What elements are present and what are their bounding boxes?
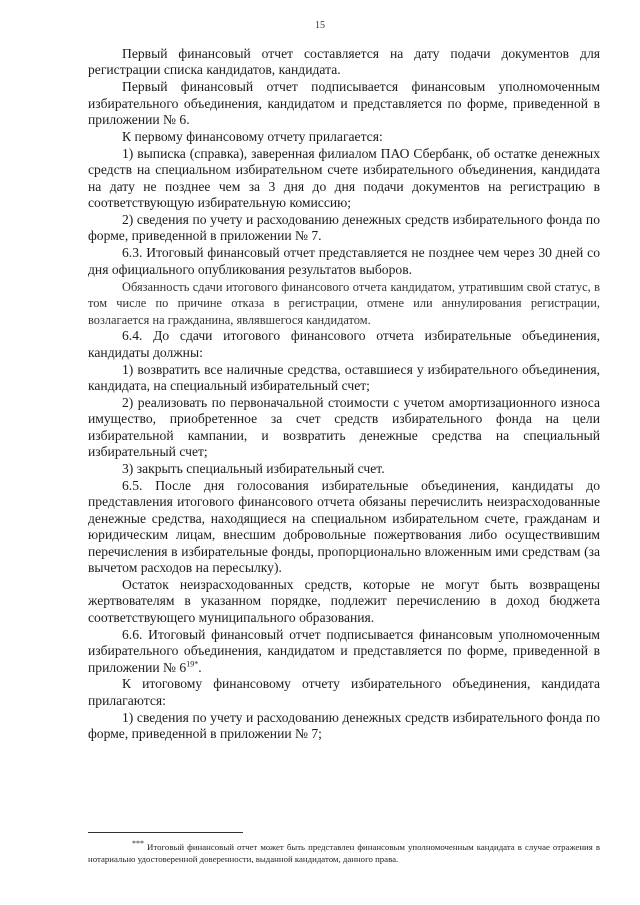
paragraph: [88, 328, 600, 361]
paragraph-text: Остаток неизрасходованных средств, которые не могут быть возвращены жертвователям в указанном порядке, подлежит перечислению в доход бюджета соответствующего муниципального образования.: [88, 577, 600, 625]
footnote-mark: ***: [132, 839, 144, 849]
paragraph: [88, 212, 600, 245]
paragraph-text: 3) закрыть специальный избирательный счет.: [122, 461, 385, 477]
paragraph: [88, 627, 600, 676]
paragraph-text: 6.6. Итоговый финансовый отчет подписывается финансовым уполномоченным избирательного объединения, кандидатом и представляется по форме, приведенной в приложении № 6: [88, 626, 600, 675]
paragraph: [88, 461, 600, 477]
paragraph: [88, 676, 600, 709]
footnote-separator: [88, 832, 243, 833]
paragraph: [88, 129, 600, 145]
paragraph-text: Первый финансовый отчет составляется на дату подачи документов для регистрации списка кандидатов, кандидата.: [88, 46, 600, 78]
paragraph: [88, 46, 600, 79]
paragraph-tail: .: [198, 659, 202, 675]
paragraph: [88, 146, 600, 212]
paragraph-text: Обязанность сдачи итогового финансового отчета кандидатом, утратившим свой статус, в том числе по причине отказа в регистрации, отмене или аннулирования регистрации, возлагается на гражданина, являвшегося кандидатом.: [88, 279, 600, 327]
paragraph: [88, 362, 600, 395]
paragraph-text: 6.4. До сдачи итогового финансового отчета избирательные объединения, кандидаты должны:: [88, 328, 600, 360]
paragraph: [88, 79, 600, 128]
paragraph-text: К итоговому финансовому отчету избирательного объединения, кандидата прилагаются:: [88, 676, 600, 708]
footnote-text: Итоговый финансовый отчет может быть представлен финансовым уполномоченным кандидата в случае отражения в нотариально удостоверенной доверенности, выданной кандидатом, данного права.: [88, 842, 600, 864]
paragraph: [88, 478, 600, 576]
paragraph-text: К первому финансовому отчету прилагается:: [122, 129, 383, 145]
paragraph-text: 6.5. После дня голосования избирательные объединения, кандидаты до представления итогового финансового отчета обязаны перечислить неизрасходованные денежные средства, находящиеся на специальном избирательном счете, гражданам и юридическим лицам, внесшим добровольные пожертвования либо осуществившим перечисления в избирательные фонды, пропорционально вложенным ими средствам (за вычетом расходов на пересылку).: [88, 478, 600, 576]
paragraph: [88, 710, 600, 743]
footnote: [88, 841, 600, 865]
paragraph-text: 6.3. Итоговый финансовый отчет представляется не позднее чем через 30 дней со дня официального опубликования результатов выборов.: [88, 245, 600, 277]
page-number: 15: [315, 20, 325, 31]
paragraph-text: 1) возвратить все наличные средства, оставшиеся у избирательного объединения, кандидата, на специальный избирательный счет;: [88, 361, 600, 394]
paragraph-text: 2) сведения по учету и расходованию денежных средств избирательного фонда по форме, приведенной в приложении № 7.: [88, 212, 600, 244]
footnote-reference: 19*: [186, 659, 199, 668]
paragraph-text: 2) реализовать по первоначальной стоимости с учетом амортизационного износа имущество, приобретенное за счет средств избирательного фонда на цели избирательной кампании, и возвратить денежные средства на специальный избирательный счет;: [88, 395, 600, 460]
paragraph: [88, 395, 600, 461]
paragraph-text: 1) сведения по учету и расходованию денежных средств избирательного фонда по форме, приведенной в приложении № 7;: [88, 709, 600, 742]
paragraph-text: Первый финансовый отчет подписывается финансовым уполномоченным избирательного объединения, кандидатом и представляется по форме, приведенной в приложении № 6.: [88, 79, 600, 128]
paragraph-text: 1) выписка (справка), заверенная филиалом ПАО Сбербанк, об остатке денежных средств на специальном избирательном счете избирательного объединения, кандидата на дату не позднее чем за 3 дня до дня подачи документов на регистрацию в соответствующую избирательную комиссию;: [88, 145, 600, 211]
paragraph: [88, 245, 600, 278]
paragraph: [88, 577, 600, 626]
body-text: [88, 46, 600, 743]
paragraph: [88, 279, 600, 328]
